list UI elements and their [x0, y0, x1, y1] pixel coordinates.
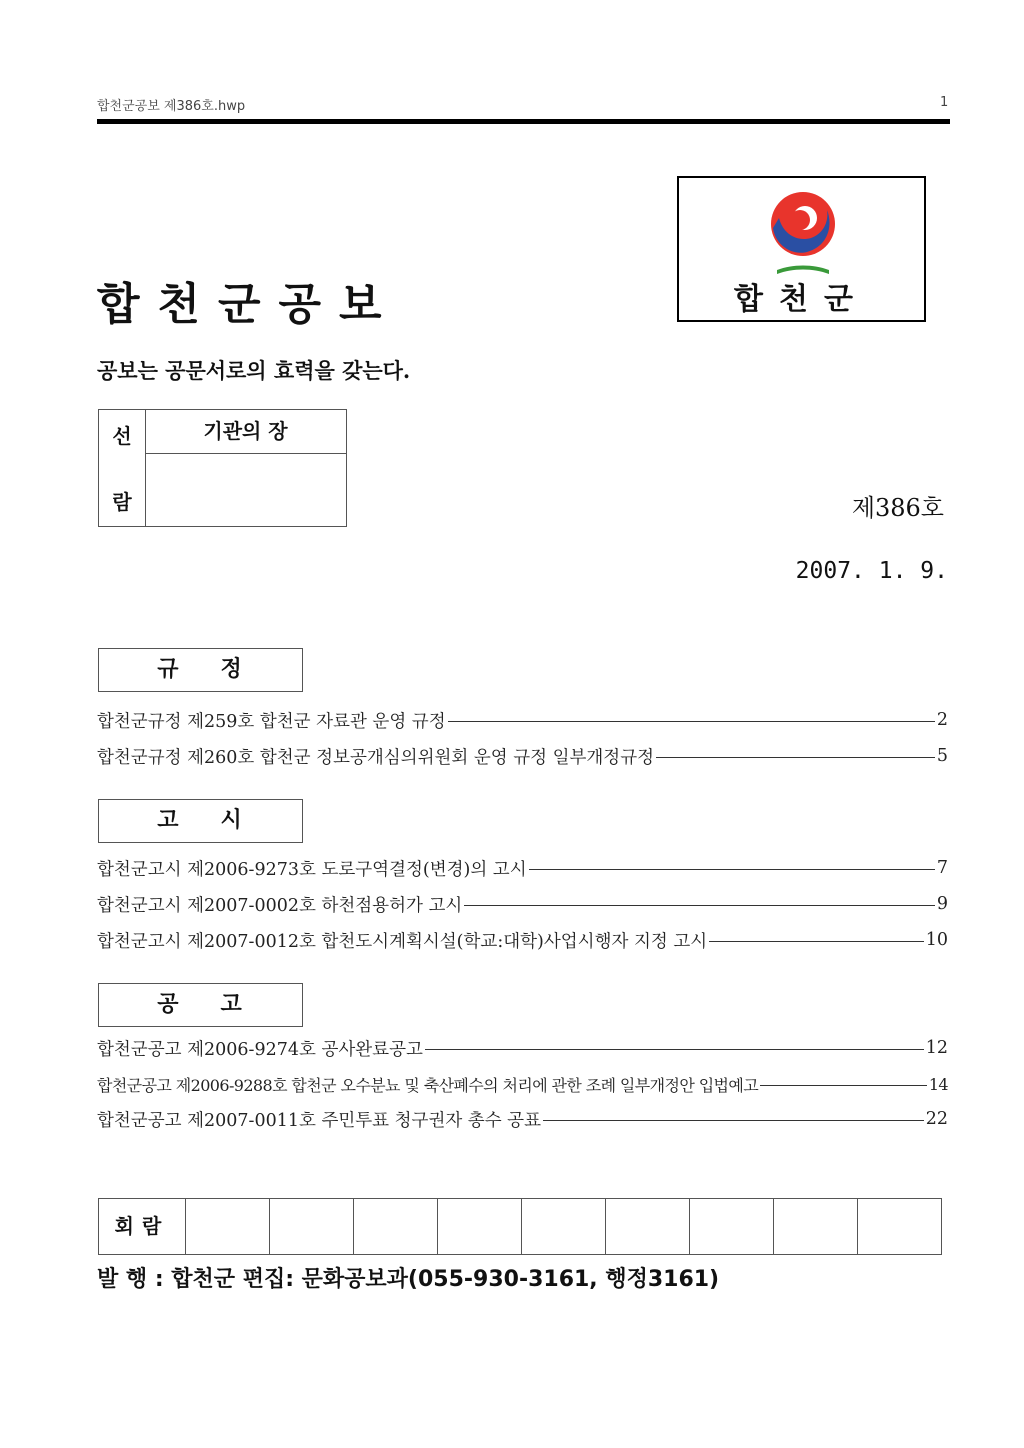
toc-entry-title: 합천군공고 제2007-0011호 주민투표 청구권자 총수 공표: [97, 1110, 541, 1131]
circulation-box: [98, 409, 347, 527]
toc-entry-page: 5: [936, 746, 948, 766]
toc-entry-page: 2: [936, 710, 948, 730]
toc-entry-title: 합천군공고 제2006-9274호 공사완료공고: [97, 1039, 423, 1060]
toc-leader: [760, 1085, 927, 1086]
toc-leader: [529, 869, 935, 870]
toc-entry-page: 10: [925, 930, 948, 950]
review-signature-cell[interactable]: [606, 1199, 690, 1254]
toc-leader: [543, 1120, 924, 1121]
toc-leader: [709, 941, 924, 942]
review-signature-cell[interactable]: [774, 1199, 858, 1254]
toc-entry-page: 22: [925, 1109, 948, 1129]
publisher-info: 발 행 : 합천군 편집: 문화공보과(055-930-3161, 행정3161): [97, 1267, 720, 1292]
toc-entry-title: 합천군규정 제260호 합천군 정보공개심의위원회 운영 규정 일부개정규정: [97, 747, 655, 768]
toc-entry[interactable]: [97, 742, 948, 770]
issue-date: 2007. 1. 9.: [795, 558, 948, 584]
header-filename: 합천군공보 제386호.hwp: [97, 99, 246, 114]
toc-entry[interactable]: [97, 1105, 948, 1133]
toc-entry-title: 합천군공고 제2006-9288호 합천군 오수분뇨 및 축산폐수의 처리에 관한 조례 일부개정안 입법예고: [97, 1075, 759, 1095]
section-heading-notices: [98, 799, 303, 843]
header-rule: [97, 119, 950, 124]
toc-entry-title: 합천군고시 제2007-0012호 합천도시계획시설(학교:대학)사업시행자 지정 고시: [97, 931, 708, 952]
review-signature-cell[interactable]: [438, 1199, 522, 1254]
review-label: 회람: [99, 1199, 186, 1254]
logo-text: 합천군: [734, 282, 869, 317]
section-heading-char: 고: [220, 992, 244, 1017]
review-signature-cell[interactable]: [270, 1199, 354, 1254]
review-signature-cell[interactable]: [186, 1199, 270, 1254]
county-logo: [677, 176, 926, 322]
toc-leader: [448, 721, 935, 722]
section-heading-char: 정: [220, 657, 244, 682]
review-signature-cell[interactable]: [522, 1199, 606, 1254]
section-heading-announcements: [98, 983, 303, 1027]
circulation-header: 기관의 장: [145, 410, 346, 454]
toc-leader: [656, 757, 935, 758]
review-signature-cell[interactable]: [858, 1199, 941, 1254]
toc-entry[interactable]: [97, 1034, 948, 1062]
review-signature-cell[interactable]: [690, 1199, 774, 1254]
circulation-label-top: 선: [112, 424, 132, 448]
toc-entry[interactable]: [97, 706, 948, 734]
toc-entry-page: 14: [928, 1074, 948, 1094]
section-heading-char: 규: [157, 657, 181, 682]
toc-entry[interactable]: [97, 926, 948, 954]
toc-leader: [464, 905, 935, 906]
toc-entry[interactable]: [97, 1070, 948, 1098]
review-signature-cell[interactable]: [354, 1199, 438, 1254]
bulletin-subtitle: 공보는 공문서로의 효력을 갖는다.: [97, 358, 411, 383]
toc-leader: [425, 1049, 924, 1050]
toc-entry-title: 합천군규정 제259호 합천군 자료관 운영 규정: [97, 711, 446, 732]
toc-entry-page: 9: [936, 894, 948, 914]
section-heading-char: 고: [157, 808, 181, 833]
section-heading-char: 공: [157, 992, 181, 1017]
county-emblem-icon: [767, 188, 839, 278]
bulletin-title: 합천군공보: [97, 279, 400, 330]
toc-entry[interactable]: [97, 890, 948, 918]
toc-entry-title: 합천군고시 제2006-9273호 도로구역결정(변경)의 고시: [97, 859, 527, 880]
header-page-number: 1: [940, 95, 949, 110]
toc-entry[interactable]: [97, 854, 948, 882]
section-heading-regulations: [98, 648, 303, 692]
toc-entry-page: 12: [925, 1038, 948, 1058]
circulation-label-bottom: 람: [112, 490, 132, 514]
review-table: [98, 1198, 942, 1255]
toc-entry-title: 합천군고시 제2007-0002호 하천점용허가 고시: [97, 895, 463, 916]
issue-number: 제386호: [851, 494, 944, 522]
toc-entry-page: 7: [936, 858, 948, 878]
section-heading-char: 시: [220, 808, 244, 833]
